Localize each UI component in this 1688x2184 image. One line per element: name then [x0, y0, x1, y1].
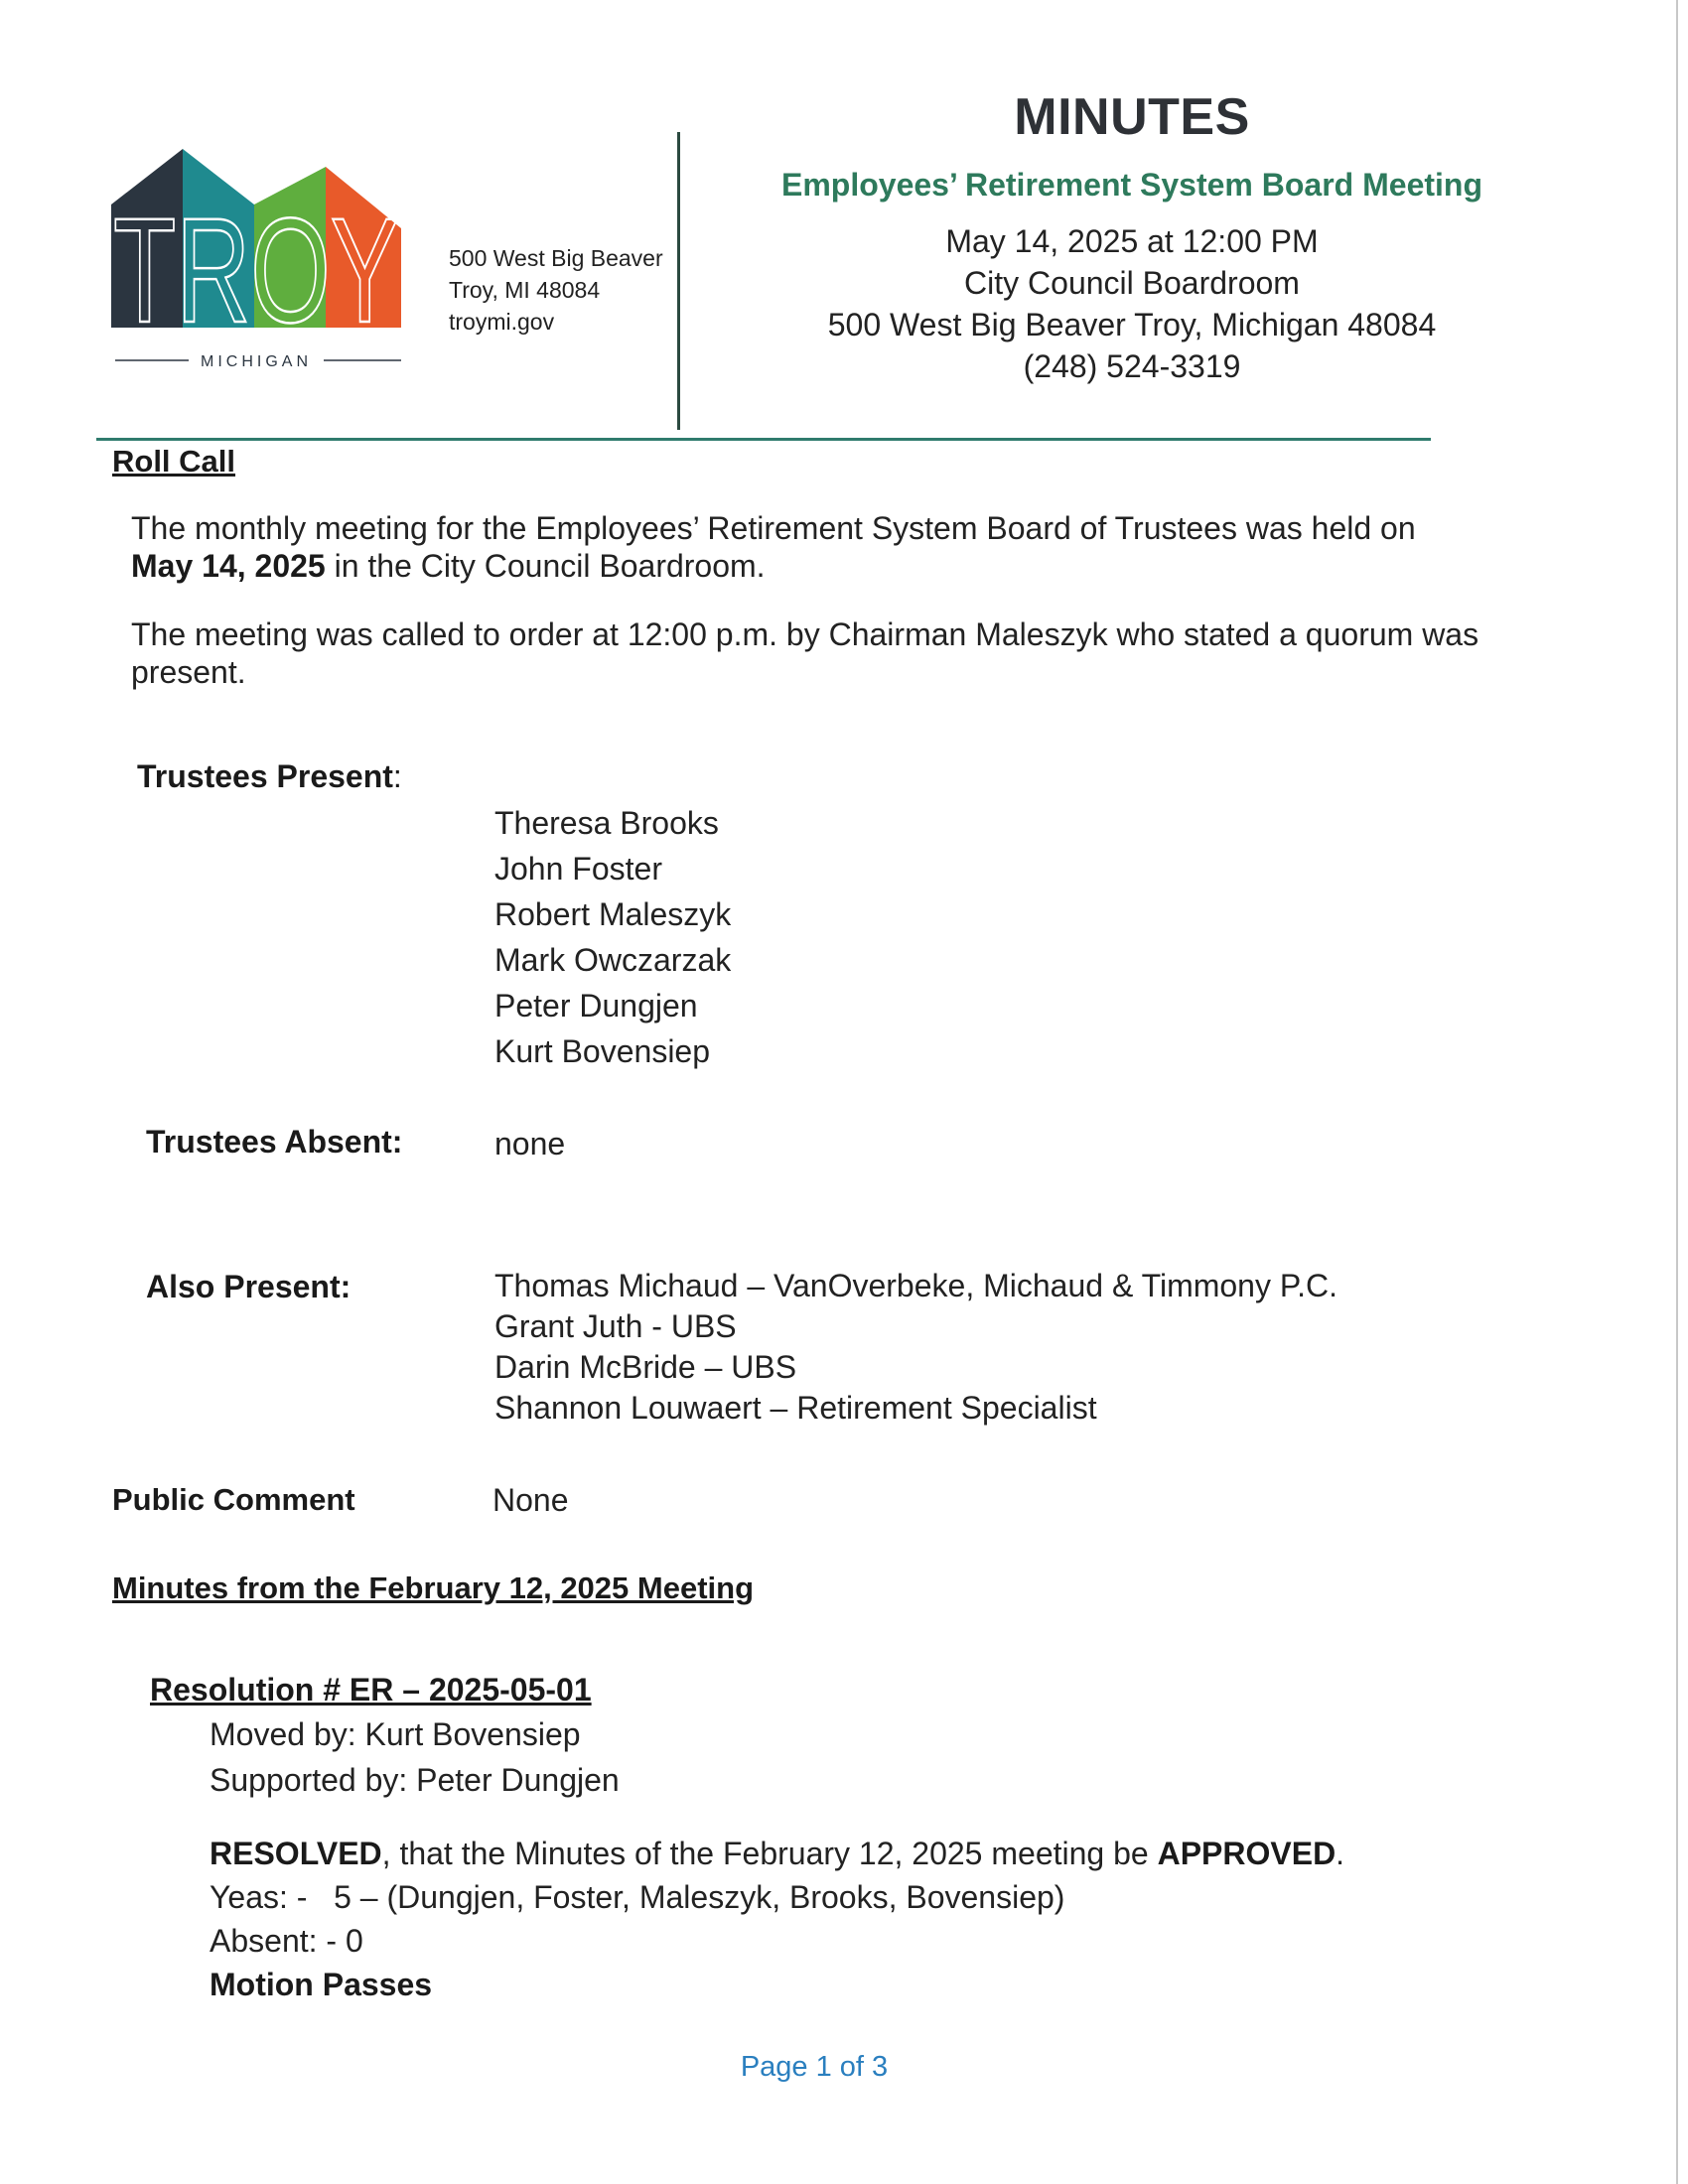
list-item: Shannon Louwaert – Retirement Specialist — [494, 1390, 1097, 1426]
list-item: Peter Dungjen — [494, 988, 698, 1024]
resolved-text: , that the Minutes of the February 12, 2025 meeting be — [381, 1836, 1158, 1871]
list-item: Robert Maleszyk — [494, 896, 732, 932]
list-item: John Foster — [494, 851, 662, 887]
heading-text: Public Comment — [112, 1482, 355, 1517]
roll-call-paragraph-1 — [131, 509, 1481, 585]
motion-outcome: Motion Passes — [210, 1967, 433, 2002]
meeting-street: 500 West Big Beaver Troy, Michigan 48084 — [827, 307, 1437, 342]
absent-line: Absent: - 0 — [210, 1923, 363, 1959]
page-edge-line — [1676, 0, 1678, 2184]
resolved-statement — [210, 1836, 1344, 1872]
meeting-location: City Council Boardroom — [964, 265, 1300, 301]
roll-call-paragraph-2: The meeting was called to order at 12:00 p.m. by Chairman Maleszyk who stated a quorum was present. — [131, 616, 1479, 690]
list-item: Darin McBride – UBS — [494, 1349, 797, 1385]
logo-state: MICHIGAN — [201, 353, 312, 367]
moved-by: Moved by: Kurt Bovensiep — [210, 1716, 581, 1752]
meeting-info — [715, 220, 1549, 387]
approved-keyword: APPROVED — [1157, 1836, 1336, 1871]
meeting-date: May 14, 2025 at 12:00 PM — [945, 223, 1319, 259]
also-present-label: Also Present: — [146, 1269, 352, 1304]
website-link[interactable]: troymi.gov — [449, 309, 555, 335]
troy-logo — [111, 149, 425, 367]
label-colon: : — [392, 758, 402, 794]
list-item: Kurt Bovensiep — [494, 1033, 711, 1069]
list-item: Thomas Michaud – VanOverbeke, Michaud & Timmony P.C. — [494, 1268, 1337, 1303]
resolution-heading: Resolution # ER – 2025-05-01 — [150, 1672, 592, 1707]
also-present-list — [494, 1266, 1337, 1429]
para-text: in the City Council Boardroom. — [325, 548, 766, 584]
roll-call-heading: Roll Call — [112, 444, 236, 478]
address-line: 500 West Big Beaver — [449, 245, 663, 271]
resolved-end: . — [1336, 1836, 1345, 1871]
public-comment-heading — [112, 1482, 405, 1518]
trustees-absent-label: Trustees Absent: — [146, 1124, 403, 1160]
list-item: Mark Owczarzak — [494, 942, 732, 978]
public-comment-value: None — [492, 1482, 569, 1518]
header-rule — [96, 438, 1431, 441]
para-text: The monthly meeting for the Employees’ Retirement System Board of Trustees was held on — [131, 510, 1416, 546]
address-line: Troy, MI 48084 — [449, 277, 601, 303]
label-text: Trustees Present — [137, 758, 393, 794]
trustees-present-label — [137, 758, 402, 795]
meeting-phone: (248) 524-3319 — [1023, 348, 1241, 384]
meeting-date-bold: May 14, 2025 — [131, 548, 326, 584]
yeas-line: Yeas: - 5 – (Dungjen, Foster, Maleszyk, Brooks, Bovensiep) — [210, 1879, 1065, 1915]
city-address — [449, 242, 663, 338]
page-number: Page 1 of 3 — [740, 2051, 889, 2083]
supported-by: Supported by: Peter Dungjen — [210, 1762, 620, 1798]
page-title: MINUTES — [1014, 88, 1250, 146]
board-name: Employees’ Retirement System Board Meeting — [781, 167, 1482, 203]
list-item: Grant Juth - UBS — [494, 1308, 737, 1344]
trustees-absent-value: none — [494, 1126, 566, 1161]
logo-wordmark: TROY — [113, 187, 399, 353]
trustees-present-list — [494, 800, 731, 1074]
minutes-heading: Minutes from the February 12, 2025 Meeting — [112, 1570, 755, 1605]
list-item: Theresa Brooks — [494, 805, 719, 841]
resolved-keyword: RESOLVED — [210, 1836, 382, 1871]
header-divider — [677, 132, 680, 430]
